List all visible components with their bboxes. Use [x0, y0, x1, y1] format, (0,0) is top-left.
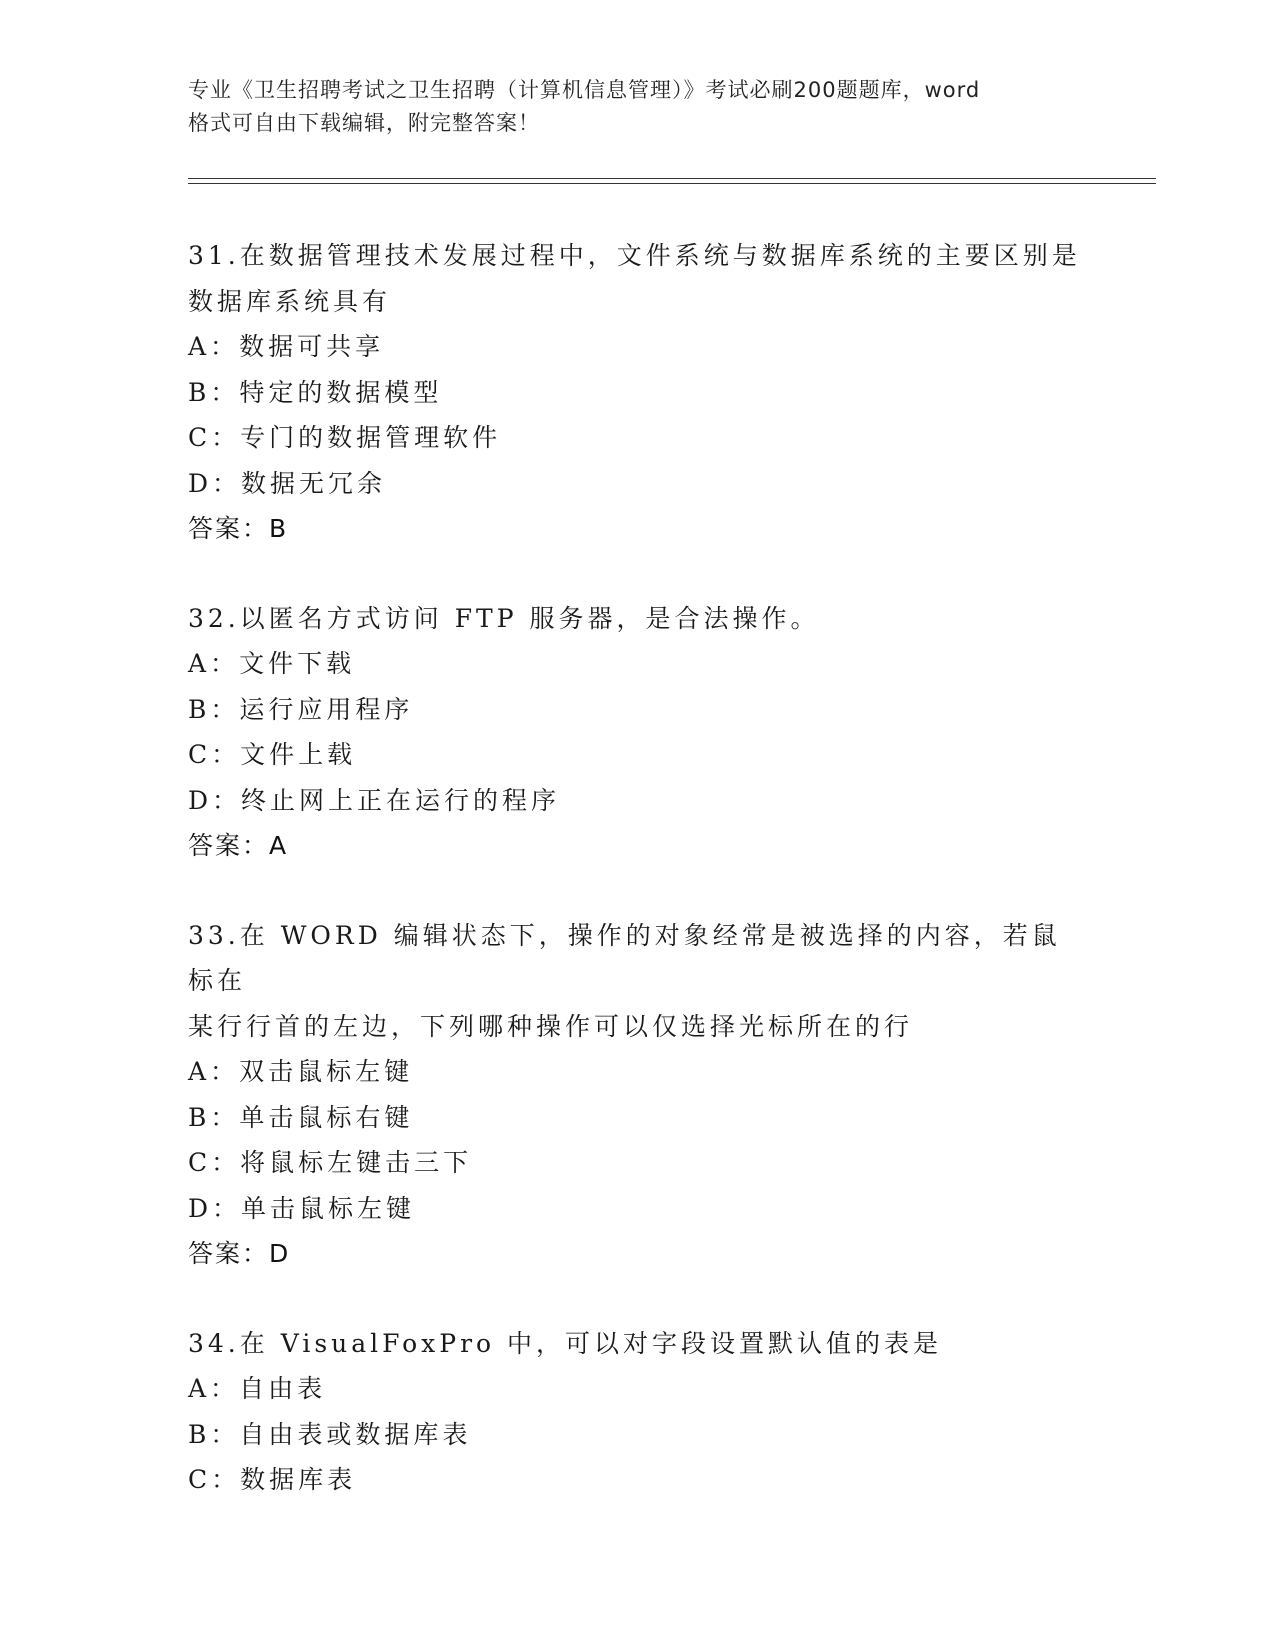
question-block [188, 233, 1088, 552]
question-block [188, 596, 1088, 869]
option-key: D： [188, 785, 242, 815]
option-key: A： [188, 1057, 240, 1086]
option-text: 自由表 [239, 1374, 327, 1403]
question-stem-line: 数据库系统具有 [188, 286, 392, 316]
option-key: B： [188, 694, 240, 724]
answer-option [188, 687, 1088, 733]
answer-option [188, 1140, 1088, 1186]
option-text: 数据库表 [240, 1465, 357, 1494]
option-text: 自由表或数据库表 [239, 1419, 472, 1449]
option-text: 数据无冗余 [241, 468, 387, 498]
option-key: B： [188, 1419, 240, 1449]
option-text: 单击鼠标左键 [241, 1193, 416, 1223]
option-key: C： [188, 740, 241, 769]
answer-line: 答案：B [188, 514, 289, 543]
header-line-1: 专业《卫生招聘考试之卫生招聘（计算机信息管理）》考试必刷200题题库，word [188, 78, 981, 102]
answer-option [188, 370, 1088, 416]
option-text: 终止网上正在运行的程序 [241, 785, 561, 815]
header-divider-bottom [188, 183, 1156, 184]
answer-line: 答案：A [188, 831, 289, 860]
question-block [188, 1321, 1088, 1503]
answer-option [188, 1412, 1088, 1458]
answer-option [188, 461, 1088, 507]
option-text: 双击鼠标左键 [239, 1057, 414, 1086]
question-stem-line: 34.在 VisualFoxPro 中，可以对字段设置默认值的表是 [188, 1328, 943, 1358]
header-line-2: 格式可自由下载编辑，附完整答案！ [188, 111, 540, 135]
answer-option [188, 1457, 1088, 1503]
option-key: A： [188, 649, 240, 678]
header-divider-top [188, 178, 1156, 179]
question-stem-line: 33.在 WORD 编辑状态下，操作的对象经常是被选择的内容，若鼠标在 [188, 920, 1061, 995]
option-key: C： [188, 1465, 241, 1494]
option-text: 将鼠标左键击三下 [240, 1148, 473, 1177]
option-key: A： [188, 1374, 240, 1403]
option-text: 文件上载 [240, 740, 357, 769]
answer-line: 答案：D [188, 1239, 291, 1268]
answer-option [188, 1049, 1088, 1095]
question-stem-line: 31.在数据管理技术发展过程中，文件系统与数据库系统的主要区别是 [188, 241, 1081, 270]
option-key: D： [188, 1193, 242, 1223]
option-key: B： [188, 1102, 240, 1132]
answer-option [188, 1186, 1088, 1232]
option-text: 运行应用程序 [239, 694, 414, 724]
option-key: B： [188, 377, 240, 407]
option-text: 专门的数据管理软件 [240, 423, 502, 452]
option-key: A： [188, 332, 240, 361]
option-text: 单击鼠标右键 [239, 1102, 414, 1132]
option-key: C： [188, 1148, 241, 1177]
option-text: 文件下载 [239, 649, 356, 678]
question-list [188, 233, 1088, 1547]
answer-option [188, 1366, 1088, 1412]
answer-option [188, 1095, 1088, 1141]
answer-option [188, 778, 1088, 824]
answer-option [188, 415, 1088, 461]
option-key: C： [188, 423, 241, 452]
question-stem-line: 某行行首的左边，下列哪种操作可以仅选择光标所在的行 [188, 1011, 914, 1041]
answer-option [188, 641, 1088, 687]
option-text: 特定的数据模型 [239, 377, 443, 407]
answer-option [188, 324, 1088, 370]
option-text: 数据可共享 [239, 332, 385, 361]
answer-option [188, 732, 1088, 778]
option-key: D： [188, 468, 242, 498]
document-header [188, 74, 1088, 140]
question-block [188, 913, 1088, 1277]
question-stem-line: 32.以匿名方式访问 FTP 服务器，是合法操作。 [188, 603, 820, 633]
